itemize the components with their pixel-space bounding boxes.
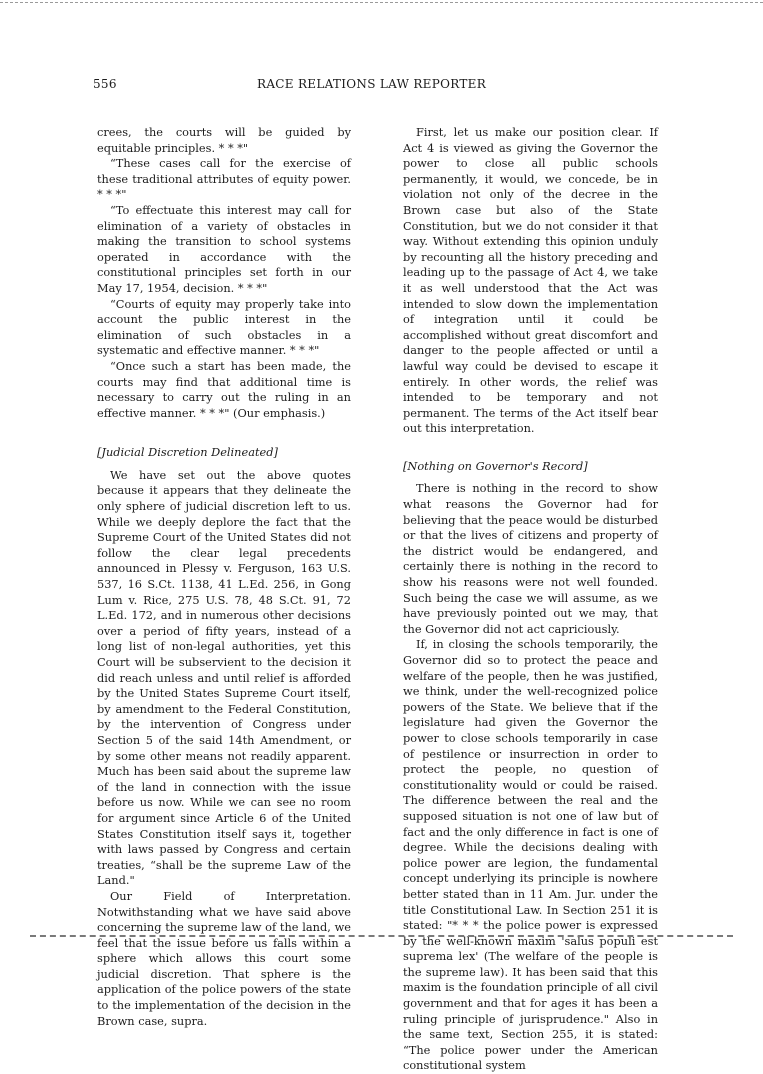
paragraph: There is nothing in the record to show what reasons the Governor had for believing that the peace would be disturbed or that the lives of citizens and property of the district would be endangered, and certainly there is nothing in the record to show his reasons were not well founded. Such being the case we will assume, as we have previously pointed out we may, that the Governor did not act capriciously.: [403, 481, 658, 636]
right-column: [403, 125, 658, 1074]
page-number: 556: [93, 77, 117, 91]
paragraph: First, let us make our position clear. If Act 4 is viewed as giving the Governor the power to close all public schools permanently, it would, we concede, be in violation not only of the decree in the Brown case but also of the State Constitution, but we do not consider it that way. Without extending this opinion unduly by recounting all the history preceding and leading up to the passage of Act 4, we take it as well understood that the Act was intended to slow down the implementation of integration until it could be accomplished without great discomfort and danger to the people affected or until a lawful way could be devised to escape it entirely. In other words, the relief was intended to be temporary and not permanent. The terms of the Act itself bear out this interpretation.: [403, 125, 658, 436]
scan-top-border: [0, 2, 763, 3]
page-header: [93, 77, 663, 97]
paragraph: We have set out the above quotes because it appears that they delineate the only sphere of judicial discretion left to us. While we deeply deplore the fact that the Supreme Court of the United States did not follow the clear legal precedents announced in Plessy v. Ferguson, 163 U.S. 537, 16 S.Ct. 1138, 41 L.Ed. 256, in Gong Lum v. Rice, 275 U.S. 78, 48 S.Ct. 91, 72 L.Ed. 172, and in numerous other decisions over a period of fifty years, instead of a long list of non-legal authorities, yet this Court will be subservient to the decision it did reach unless and until relief is afforded by the United States Supreme Court itself, by amendment to the Federal Constitution, by the intervention of Congress under Section 5 of the said 14th Amendment, or by some other means not readily apparent. Much has been said about the supreme law of the land in connection with the issue before us now. While we can see no room for argument since Article 6 of the United States Constitution itself says it, together with laws passed by Congress and certain treaties, “shall be the supreme Law of the Land.": [97, 467, 351, 888]
paragraph: crees, the courts will be guided by equitable principles. * * *": [97, 125, 351, 155]
left-column: [97, 125, 351, 1029]
paragraph: If, in closing the schools temporarily, the Governor did so to protect the peace and welfare of the people, then he was justified, we think, under the well-recognized police powers of the State. We believe that if the legislature had given the Governor the power to close schools temporarily in case of pestilence or insurrection in order to protect the people, no question of constitutionality would or could be raised. The difference between the real and the supposed situation is not one of law but of fact and the only difference in fact is one of degree. While the decisions dealing with police power are legion, the fundamental concept underlying its principle is nowhere better stated than in 11 Am. Jur. under the title Constitutional Law. In Section 251 it is stated: "* * * the police power is expressed by the well-known maxim 'salus populi est suprema lex' (The welfare of the people is the supreme law). It has been said that this maxim is the foundation principle of all civil government and that for ages it has been a ruling principle of jurisprudence." Also in the same text, Section 255, it is stated: “The police power under the American constitutional system: [403, 637, 658, 1073]
paragraph: “These cases call for the exercise of these traditional attributes of equity power. * * *": [97, 156, 351, 202]
scan-bottom-border: [30, 935, 733, 939]
paragraph: “Courts of equity may properly take into account the public interest in the elimination of such obstacles in a systematic and effective manner. * * *": [97, 296, 351, 358]
paragraph: Our Field of Interpretation. Notwithstanding what we have said above concerning the supreme law of the land, we feel that the issue before us falls within a sphere which allows this court some judicial discretion. That sphere is the application of the police powers of the state to the implementation of the decision in the Brown case, supra.: [97, 888, 351, 1028]
running-title: RACE RELATIONS LAW REPORTER: [257, 77, 487, 91]
section-heading: [Judicial Discretion Delineated]: [97, 445, 278, 460]
paragraph: “Once such a start has been made, the courts may find that additional time is necessary to carry out the ruling in an effective manner. * * *" (Our emphasis.): [97, 358, 351, 420]
paragraph: “To effectuate this interest may call for elimination of a variety of obstacles in making the transition to school systems operated in accordance with the constitutional principles set forth in our May 17, 1954, decision. * * *": [97, 202, 351, 295]
section-heading: [Nothing on Governor's Record]: [403, 458, 588, 473]
